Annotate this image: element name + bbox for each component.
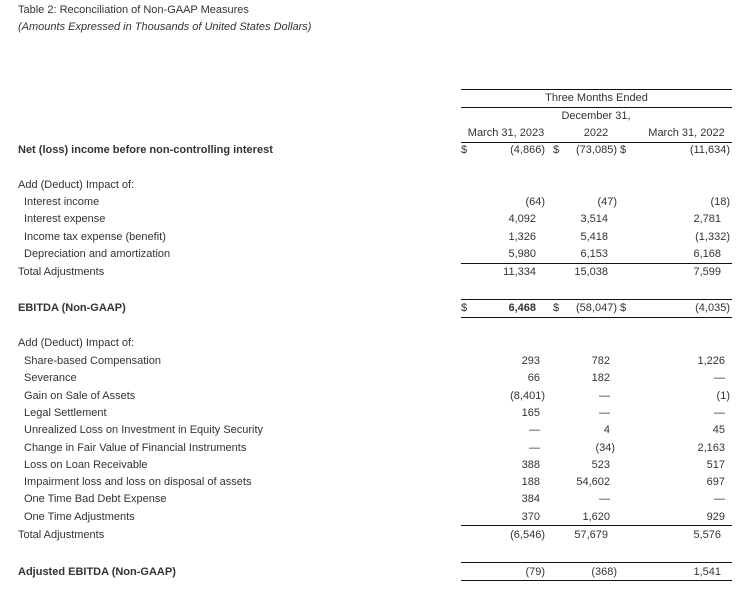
value-col2: (58,047)	[576, 302, 617, 314]
value-col1: 384	[521, 493, 540, 505]
column-header-2: 2022	[583, 127, 609, 139]
value-col3: (18)	[710, 196, 730, 208]
value-col2: —	[599, 390, 610, 402]
row-label: Total Adjustments	[18, 266, 105, 278]
table-row-total	[0, 527, 745, 544]
row-label: Add (Deduct) Impact of:	[18, 337, 135, 349]
value-col2: 6,153	[580, 248, 608, 260]
value-col2: 3,514	[580, 213, 608, 225]
value-col1: —	[529, 442, 540, 454]
value-col3: —	[714, 407, 725, 419]
table-row-section-header	[0, 335, 745, 352]
value-col1: 6,468	[508, 302, 536, 314]
table-row	[0, 229, 745, 246]
value-col3: 1,541	[693, 566, 721, 578]
row-label: One Time Bad Debt Expense	[24, 493, 167, 505]
value-col1: (4,866)	[510, 144, 545, 156]
value-col2: 523	[591, 459, 610, 471]
row-label: Interest income	[24, 196, 100, 208]
value-col1: —	[529, 424, 540, 436]
table-row-total	[0, 264, 745, 281]
value-col3: (4,035)	[695, 302, 730, 314]
row-label: Net (loss) income before non-controlling interest	[18, 144, 273, 156]
table-row-section-header	[0, 177, 745, 194]
value-col3: 929	[706, 511, 725, 523]
table-row	[0, 474, 745, 491]
value-col3: 697	[706, 476, 725, 488]
value-col2: (368)	[591, 566, 617, 578]
value-col1: 1,326	[508, 231, 536, 243]
value-col1: 370	[521, 511, 540, 523]
value-col2: 15,038	[574, 266, 608, 278]
value-col2: 1,620	[582, 511, 610, 523]
value-col1: 11,334	[503, 266, 536, 278]
row-label: Gain on Sale of Assets	[24, 390, 136, 402]
value-col2: (73,085)	[576, 144, 617, 156]
row-label: Adjusted EBITDA (Non-GAAP)	[18, 566, 176, 578]
value-col3: 2,163	[697, 442, 725, 454]
value-col3: 517	[706, 459, 725, 471]
table-title: Table 2: Reconciliation of Non-GAAP Measures	[18, 4, 249, 16]
row-label: EBITDA (Non-GAAP)	[18, 302, 126, 314]
value-col3: 6,168	[693, 248, 721, 260]
adjusted-ebitda-bottom-rule	[461, 580, 732, 581]
value-col2: 782	[591, 355, 610, 367]
row-label: Severance	[24, 372, 77, 384]
table-row	[0, 405, 745, 422]
value-col3: 7,599	[693, 266, 721, 278]
table-row	[0, 491, 745, 508]
value-col1: (79)	[525, 566, 545, 578]
value-col3: (11,634)	[689, 144, 730, 156]
currency-symbol: $	[620, 302, 627, 314]
value-col3: —	[714, 493, 725, 505]
value-col1: (6,546)	[510, 529, 545, 541]
table-row	[0, 370, 745, 387]
row-label: Add (Deduct) Impact of:	[18, 179, 135, 191]
table-row-adjusted-ebitda	[0, 564, 745, 581]
table-row-net-income	[0, 142, 745, 159]
currency-symbol: $	[553, 144, 560, 156]
value-col3: —	[714, 372, 725, 384]
value-col3: 45	[712, 424, 725, 436]
value-col3: (1)	[716, 390, 730, 402]
table-row	[0, 246, 745, 263]
value-col1: 188	[521, 476, 540, 488]
row-label: Unrealized Loss on Investment in Equity Security	[24, 424, 264, 436]
value-col1: 293	[521, 355, 540, 367]
value-col2: —	[599, 407, 610, 419]
value-col2: 5,418	[580, 231, 608, 243]
value-col1: (64)	[525, 196, 545, 208]
value-col2: (34)	[595, 442, 615, 454]
row-label: Loss on Loan Receivable	[24, 459, 148, 471]
column-group-header: Three Months Ended	[545, 92, 648, 104]
value-col3: 1,226	[697, 355, 725, 367]
table-row	[0, 509, 745, 526]
row-label: One Time Adjustments	[24, 511, 135, 523]
column-header-1: March 31, 2023	[467, 127, 545, 139]
row-label: Legal Settlement	[24, 407, 107, 419]
value-col1: 4,092	[508, 213, 536, 225]
value-col1: 5,980	[508, 248, 536, 260]
value-col2: 57,679	[574, 529, 608, 541]
row-label: Income tax expense (benefit)	[24, 231, 166, 243]
currency-symbol: $	[461, 302, 468, 314]
value-col3: 2,781	[693, 213, 721, 225]
value-col2: 54,602	[576, 476, 610, 488]
currency-symbol: $	[553, 302, 560, 314]
value-col3: 5,576	[693, 529, 721, 541]
adjusted-ebitda-top-rule	[461, 562, 732, 563]
currency-symbol: $	[461, 144, 468, 156]
header-top-rule	[461, 89, 732, 90]
value-col1: 165	[521, 407, 540, 419]
value-col1: 66	[527, 372, 540, 384]
subtotal-rule	[461, 525, 732, 526]
table-row	[0, 457, 745, 474]
table-row	[0, 388, 745, 405]
row-label: Change in Fair Value of Financial Instruments	[24, 442, 247, 454]
row-label: Total Adjustments	[18, 529, 105, 541]
value-col3: (1,332)	[695, 231, 730, 243]
value-col2: 182	[591, 372, 610, 384]
column-header-3: March 31, 2022	[648, 127, 725, 139]
table-row	[0, 422, 745, 439]
table-row	[0, 440, 745, 457]
row-label: Interest expense	[24, 213, 106, 225]
value-col2: 4	[603, 424, 610, 436]
currency-symbol: $	[620, 144, 627, 156]
table-row	[0, 194, 745, 211]
table-row-ebitda	[0, 300, 745, 317]
value-col2: —	[599, 493, 610, 505]
row-label: Share-based Compensation	[24, 355, 161, 367]
value-col2: (47)	[597, 196, 617, 208]
value-col1: (8,401)	[510, 390, 545, 402]
column-header-2-line1: December 31,	[561, 110, 631, 122]
table-row	[0, 353, 745, 370]
value-col1: 388	[521, 459, 540, 471]
table-subtitle: (Amounts Expressed in Thousands of United States Dollars)	[18, 21, 312, 33]
row-label: Depreciation and amortization	[24, 248, 171, 260]
table-row	[0, 211, 745, 228]
row-label: Impairment loss and loss on disposal of assets	[24, 476, 252, 488]
header-group-rule	[461, 107, 732, 108]
ebitda-bottom-rule	[461, 317, 732, 318]
